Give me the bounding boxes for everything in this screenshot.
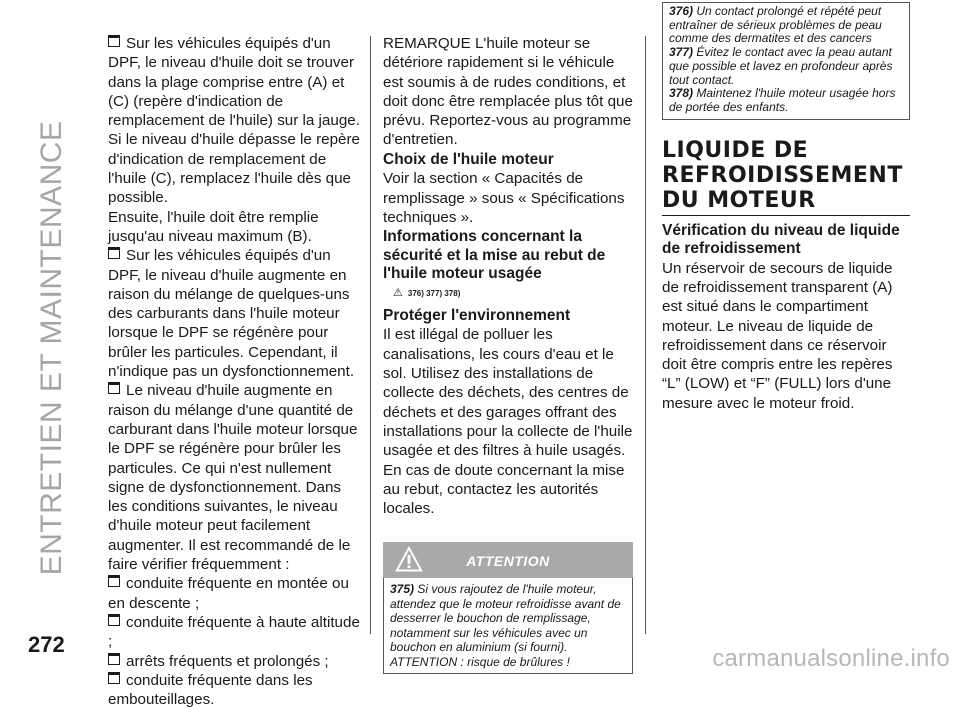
column-1 [108,34,360,709]
paragraph-fill-max: Ensuite, l'huile doit être remplie jusqu'au niveau maximum (B). [108,208,319,245]
side-section-title: ENTRETIEN ET MAINTENANCE [35,120,68,576]
attention-header [383,542,633,578]
paragraph-dpf-regeneration: Sur les véhicules équipés d'un DPF, le niveau d'huile augmente en raison du mélange de quelques-uns des carburants dans l'huile moteur lorsque le DPF se régénère pour brûler les particules. Cependant, il n'indique pas un dysfonctionnement. [108,247,355,381]
heading-oil-choice: Choix de l'huile moteur [383,150,554,168]
bullet-box-icon [108,35,120,47]
paragraph-coolant-reservoir: Un réservoir de secours de liquide de refroidissement transparent (A) est situé dans le compartiment moteur. Le niveau de liquide de refroidissement dans ce réservoir doit être compris entre les repères “L” (LOW) et “F” (FULL) lors d'une mesure avec le moteur froid. [662,259,893,412]
column-separator-1 [370,36,371,634]
attention-label: ATTENTION [466,553,550,570]
bullet-box-icon [108,614,120,626]
attention-number: 375) [390,582,415,597]
list-item: arrêts fréquents et prolongés ; [108,652,360,671]
page-number: 272 [28,632,65,657]
column-separator-2 [645,36,646,634]
paragraph-dpf-level: Sur les véhicules équipés d'un DPF, le niveau d'huile doit se trouver dans la plage comprise entre (A) et (C) (repère d'indication de remplacement de l'huile) sur la jauge. Si le niveau d'huile dépasse le repère d'indication de remplacement de l'huile (C), remplacez l'huile dès que possible. [108,35,360,207]
bullet-box-icon [108,247,120,259]
heading-safety-disposal: Informations concernant la sécurité et la mise au rebut de l'huile moteur usagée [383,228,606,283]
paragraph-remark: REMARQUE L'huile moteur se détériore rapidement si le véhicule est soumis à de rudes conditions, et doit donc être remplacée plus tôt que prévu. Reportez-vous au programme d'entretien. [383,35,633,149]
watermark: carmanualsonline.info [712,645,950,672]
attention-text: Si vous rajoutez de l'huile moteur, attendez que le moteur refroidisse avant de desserrer le bouchon de remplissage, notamment sur les véhicules avec un bouchon en aluminium (si fourni). ATTENTION : risque de brûlures ! [390,582,621,669]
warning-item: 378) Maintenez l'huile moteur usagée hors de portée des enfants. [669,86,896,114]
list-item: conduite fréquente dans les embouteillages. [108,671,313,709]
paragraph-oil-level-increase: Le niveau d'huile augmente en raison du mélange d'une quantité de carburant dans l'huile moteur lorsque le DPF se régénère pour brûler les particules. Ce qui n'est nullement signe de dysfonctionnement. Dans les conditions suivantes, le niveau d'huile moteur peut facilement augmenter. Il est recommandé de le faire vérifier fréquemment : [108,382,358,574]
paragraph-capacities: Voir la section « Capacités de remplissage » sous « Spécifications techniques ». [383,170,625,226]
bullet-box-icon [108,653,120,665]
bullet-box-icon [108,382,120,394]
warning-triangle-icon: ⚠ [393,286,403,299]
warnings-box [662,2,910,120]
attention-body [383,578,633,674]
section-title-coolant: LIQUIDE DE REFROIDISSEMENT DU MOTEUR [662,138,910,216]
warning-references: ⚠ 376) 377) 378) [393,284,633,303]
list-item: conduite fréquente à haute altitude ; [108,613,360,651]
warning-item: 377) Évitez le contact avec la peau autant que possible et lavez en profondeur après tout contact. [669,45,893,87]
heading-coolant-check: Vérification du niveau de liquide de refroidissement [662,221,900,258]
paragraph-environment: Il est illégal de polluer les canalisations, les cours d'eau et le sol. Utilisez des installations de collecte des déchets, des centres de déchets et des garages offrant des installations pour la collecte de l'huile usagée et des filtres à huile usagés. En cas de doute concernant la mise au rebut, contactez les autorités locales. [383,326,633,518]
bullet-box-icon [108,575,120,587]
column-3 [662,4,910,413]
column-2 [383,34,633,674]
warning-item: 376) Un contact prolongé et répété peut entraîner de sérieux problèmes de peau comme des dermatites et des cancers [669,4,882,46]
heading-environment: Protéger l'environnement [383,306,571,324]
list-item: conduite fréquente en montée ou en descente ; [108,575,349,612]
